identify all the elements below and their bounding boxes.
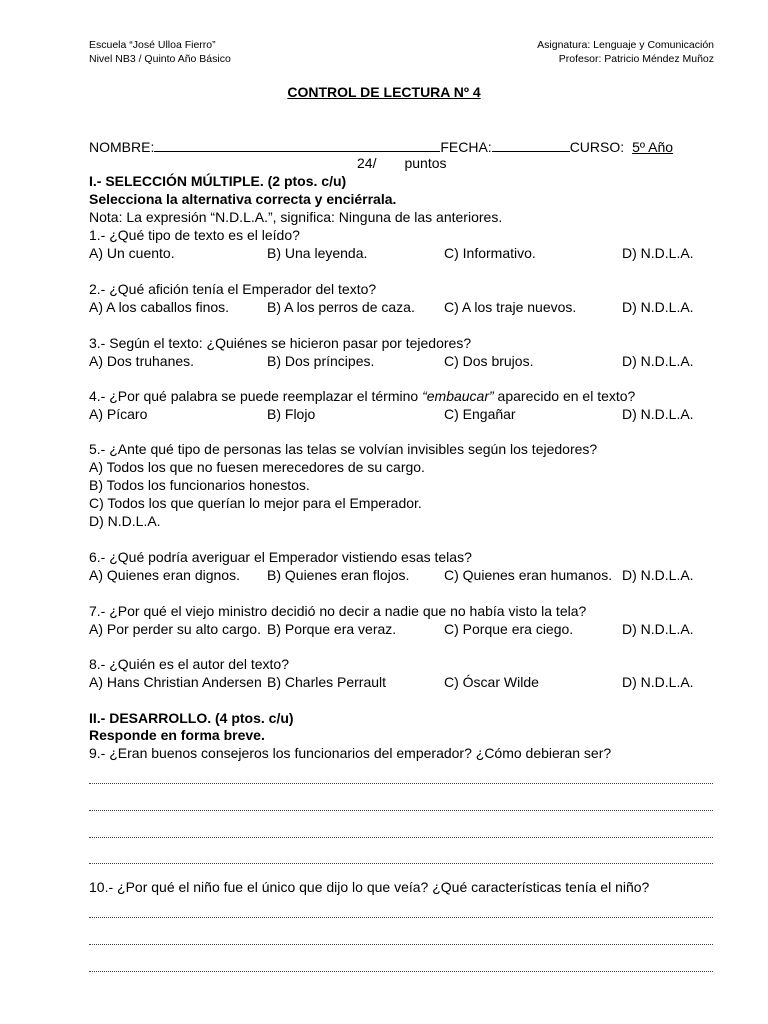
subject-name: Asignatura: Lenguaje y Comunicación [537,39,714,51]
q4-text-after: aparecido en el texto? [493,388,636,404]
question-7: 7.- ¿Por qué el viejo ministro decidió no decir a nadie que no había visto la tela? [89,603,587,619]
school-name: Escuela “José Ulloa Fierro” [89,39,216,51]
q3-option-c[interactable]: C) Dos brujos. [444,353,534,369]
name-field[interactable] [154,138,440,152]
name-label: NOMBRE: [89,139,155,155]
question-9: 9.- ¿Eran buenos consejeros los funcionarios del emperador? ¿Cómo debieran ser? [89,745,612,761]
q1-option-d[interactable]: D) N.D.L.A. [622,245,694,261]
section2-heading: II.- DESARROLLO. (4 ptos. c/u) [89,710,294,726]
question-1: 1.- ¿Qué tipo de texto es el leído? [89,227,300,243]
q9-answer-line[interactable] [89,837,713,838]
q4-option-a[interactable]: A) Pícaro [89,406,148,422]
question-5: 5.- ¿Ante qué tipo de personas las telas se volvían invisibles según los tejedores? [89,441,598,457]
q10-answer-line[interactable] [89,917,713,918]
date-label: FECHA: [440,139,492,155]
q4-option-c[interactable]: C) Engañar [444,406,516,422]
student-info-row [89,138,673,156]
q5-option-d[interactable]: D) N.D.L.A. [89,513,161,529]
question-6: 6.- ¿Qué podría averiguar el Emperador vistiendo esas telas? [89,549,472,565]
question-4 [89,388,635,405]
q10-answer-line[interactable] [89,944,713,945]
q3-option-b[interactable]: B) Dos príncipes. [267,353,375,369]
score-total: 24/ [357,155,377,171]
question-8: 8.- ¿Quién es el autor del texto? [89,656,289,672]
q4-term: “embaucar” [422,388,494,404]
header-right [537,38,714,66]
q7-option-b[interactable]: B) Porque era veraz. [267,621,397,637]
course-label: CURSO: [569,139,625,155]
q9-answer-line[interactable] [89,783,713,784]
q7-option-c[interactable]: C) Porque era ciego. [444,621,574,637]
q5-option-a[interactable]: A) Todos los que no fuesen merecedores de su cargo. [89,459,425,475]
q2-option-c[interactable]: C) A los traje nuevos. [444,299,577,315]
q4-text-before: 4.- ¿Por qué palabra se puede reemplazar el término [89,388,423,404]
q6-option-a[interactable]: A) Quienes eran dignos. [89,567,240,583]
date-field[interactable] [492,138,570,152]
teacher-name: Profesor: Patricio Méndez Muñoz [558,53,714,65]
q8-option-a[interactable]: A) Hans Christian Andersen [89,674,262,690]
q1-option-c[interactable]: C) Informativo. [444,245,536,261]
q6-option-b[interactable]: B) Quienes eran flojos. [267,567,410,583]
q6-option-d[interactable]: D) N.D.L.A. [622,567,694,583]
question-10: 10.- ¿Por qué el niño fue el único que dijo lo que veía? ¿Qué características tenía el niño? [89,879,650,895]
q5-option-b[interactable]: B) Todos los funcionarios honestos. [89,477,310,493]
q10-answer-line[interactable] [89,971,713,972]
score-label: puntos [404,155,447,171]
q4-option-d[interactable]: D) N.D.L.A. [622,406,694,422]
q1-option-a[interactable]: A) Un cuento. [89,245,175,261]
q2-option-a[interactable]: A) A los caballos finos. [89,299,230,315]
q8-option-d[interactable]: D) N.D.L.A. [622,674,694,690]
q7-option-d[interactable]: D) N.D.L.A. [622,621,694,637]
course-value: 5º Año [632,139,674,155]
q4-option-b[interactable]: B) Flojo [267,406,316,422]
q1-option-b[interactable]: B) Una leyenda. [267,245,368,261]
section1-instruction: Selecciona la alternativa correcta y enciérrala. [89,191,397,207]
q8-option-c[interactable]: C) Óscar Wilde [444,674,539,690]
q2-option-b[interactable]: B) A los perros de caza. [267,299,415,315]
q3-option-d[interactable]: D) N.D.L.A. [622,353,694,369]
q9-answer-line[interactable] [89,863,713,864]
question-2: 2.- ¿Qué afición tenía el Emperador del texto? [89,281,377,297]
q6-option-c[interactable]: C) Quienes eran humanos. [444,567,613,583]
q7-option-a[interactable]: A) Por perder su alto cargo. [89,621,261,637]
question-3: 3.- Según el texto: ¿Quiénes se hicieron pasar por tejedores? [89,335,472,351]
q3-option-a[interactable]: A) Dos truhanes. [89,353,195,369]
q8-option-b[interactable]: B) Charles Perrault [267,674,387,690]
course-level: Nivel NB3 / Quinto Año Básico [89,53,231,65]
header-left [89,38,231,66]
section1-note: Nota: La expresión “N.D.L.A.”, significa: Ninguna de las anteriores. [89,209,503,225]
section2-instruction: Responde en forma breve. [89,727,265,743]
q5-option-c[interactable]: C) Todos los que querían lo mejor para el Emperador. [89,495,422,511]
score-row [357,155,447,172]
q9-answer-line[interactable] [89,810,713,811]
q2-option-d[interactable]: D) N.D.L.A. [622,299,694,315]
page-title: CONTROL DE LECTURA Nº 4 [287,84,481,100]
section1-heading: I.- SELECCIÓN MÚLTIPLE. (2 ptos. c/u) [89,173,347,189]
